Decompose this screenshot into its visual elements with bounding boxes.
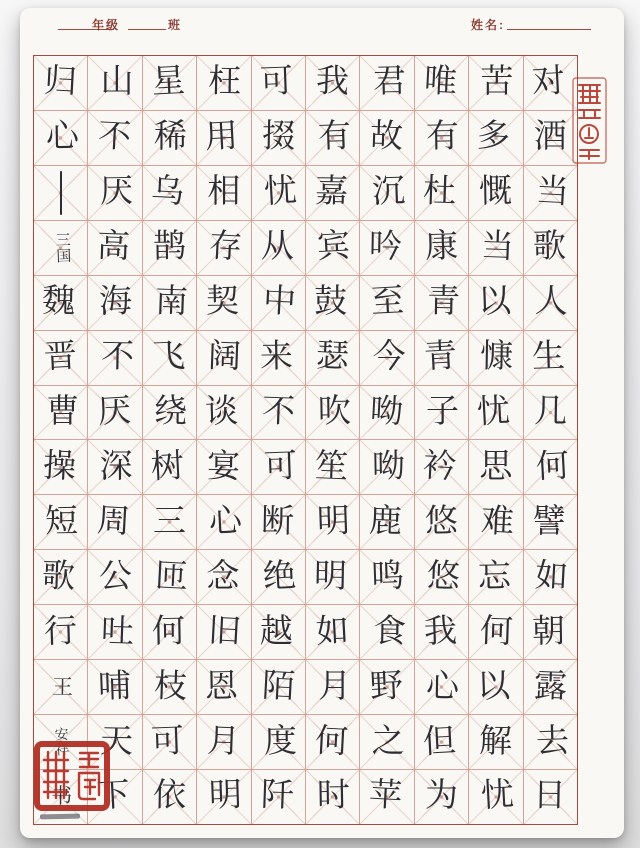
handwritten-character: 下: [95, 777, 131, 816]
class-label: 班: [168, 18, 183, 32]
grid-cell: [197, 439, 250, 494]
grid-cell: [360, 110, 413, 165]
handwritten-character: 食: [372, 613, 406, 650]
grid-cell: [34, 56, 87, 110]
grid-cell: [197, 494, 250, 549]
handwritten-character: 可: [150, 723, 185, 761]
handwritten-character: 鹊: [152, 228, 187, 266]
grid-cell: [360, 714, 413, 769]
handwritten-character: 三国: [53, 231, 71, 264]
grid-cell: [197, 714, 250, 769]
handwritten-character: 何: [151, 613, 186, 650]
grid-cell: [306, 604, 359, 659]
grid-cell: [306, 439, 359, 494]
handwritten-character: 我: [315, 63, 350, 102]
handwritten-character: 魏: [41, 283, 76, 321]
handwritten-character: 当: [480, 228, 516, 266]
grid-cell: [88, 549, 141, 604]
handwritten-character: 吹: [317, 393, 352, 431]
grid-cell: [469, 714, 522, 769]
handwritten-character: 唯: [423, 63, 458, 102]
long-dash-mark: [60, 171, 62, 215]
grid-cell: [143, 494, 196, 549]
handwritten-character: 念: [206, 558, 240, 595]
handwritten-character: 高: [95, 228, 131, 266]
handwritten-character: 为: [424, 778, 458, 815]
grid-cell: [306, 769, 359, 824]
grid-cell: [524, 494, 577, 549]
grid-cell: [306, 220, 359, 275]
handwritten-character: 露: [533, 668, 568, 706]
grid-cell: [306, 275, 359, 330]
handwritten-character: 日: [532, 778, 567, 815]
grid-cell: [143, 330, 196, 385]
handwritten-character: 多: [476, 118, 512, 157]
grid-cell: [360, 385, 413, 440]
handwritten-character: 但: [422, 722, 457, 761]
grid-cell: [34, 549, 87, 604]
signature-seal-icon: [33, 740, 111, 812]
handwritten-character: 可: [263, 448, 298, 486]
grid-cell: [143, 220, 196, 275]
grid-cell: [252, 549, 305, 604]
handwritten-character: 海: [97, 283, 133, 321]
grid-cell: [252, 494, 305, 549]
grid-cell: [469, 604, 522, 659]
grid-cell: [34, 439, 87, 494]
handwritten-character: 故: [368, 118, 404, 156]
handwritten-character: 乌: [150, 173, 185, 212]
grid-cell: [469, 494, 522, 549]
grid-cell: [34, 385, 87, 440]
grid-cell: [415, 330, 468, 385]
handwritten-character: 譬: [532, 503, 566, 540]
grid-cell: [360, 769, 413, 824]
handwritten-character: 之: [371, 723, 405, 760]
grid-cell: [524, 714, 577, 769]
handwritten-character: 心: [425, 668, 460, 705]
text-column-8: [142, 56, 196, 824]
grid-cell: [524, 549, 577, 604]
grid-cell: [469, 549, 522, 604]
grid-cell: [469, 439, 522, 494]
handwritten-character: 来: [259, 338, 294, 376]
handwritten-character: 相: [207, 174, 241, 211]
handwritten-character: 时: [316, 778, 351, 815]
grid-cell: [415, 769, 468, 824]
grid-cell: [252, 220, 305, 275]
handwritten-character: 至: [369, 283, 405, 321]
handwritten-character: 去: [535, 722, 570, 761]
handwritten-character: 青: [423, 338, 458, 376]
grid-cell: [143, 714, 196, 769]
grid-cell: [143, 659, 196, 714]
grade-label: 年级: [92, 18, 121, 32]
handwritten-character: 慷: [480, 338, 514, 376]
handwritten-character: 山: [100, 64, 134, 101]
grid-cell: [88, 439, 141, 494]
grid-cell: [415, 549, 468, 604]
grid-cell: [360, 220, 413, 275]
grid-cell: [306, 659, 359, 714]
grid-cell: [252, 714, 305, 769]
handwritten-character: 生: [531, 338, 566, 376]
grid-cell: [415, 494, 468, 549]
name-label: 姓名:: [471, 18, 505, 32]
handwritten-character: 呦: [368, 393, 404, 431]
grid-cell: [143, 549, 196, 604]
grid-cell: [415, 165, 468, 220]
grid-cell: [197, 604, 250, 659]
grid-cell: [34, 330, 87, 385]
handwritten-character: 苦: [480, 64, 514, 101]
grid-cell: [524, 110, 577, 165]
grid-cell: [524, 220, 577, 275]
handwritten-character: 王: [51, 674, 74, 699]
handwritten-character: 三: [152, 503, 186, 540]
handwritten-character: 有: [425, 119, 460, 156]
grid-cell: [469, 385, 522, 440]
grid-cell: [306, 165, 359, 220]
text-column-2: [468, 56, 522, 824]
handwritten-character: 深: [99, 448, 133, 485]
grid-cell: [469, 275, 522, 330]
handwritten-character: 公: [98, 558, 132, 596]
handwritten-character: 绕: [153, 393, 188, 431]
grid-cell: [197, 110, 250, 165]
handwritten-character: 何: [314, 722, 350, 761]
grid-cell: [143, 439, 196, 494]
grid-cell: [306, 714, 359, 769]
grid-cell: [524, 165, 577, 220]
handwritten-character: 稀: [153, 119, 187, 156]
handwritten-character: 如: [315, 612, 351, 651]
grid-cell: [415, 714, 468, 769]
handwritten-character: 子: [425, 393, 459, 430]
handwritten-character: 绝: [261, 557, 297, 596]
text-column-1: [523, 56, 577, 824]
handwritten-character: 枝: [153, 668, 188, 706]
handwritten-character: 不: [261, 393, 296, 431]
text-column-9: [87, 56, 141, 824]
handwritten-character: 从: [260, 229, 294, 266]
grid-cell: [197, 549, 250, 604]
handwritten-character: 忘: [478, 558, 512, 596]
grid-cell: [88, 659, 141, 714]
grid-cell: [88, 385, 141, 440]
grid-cell: [143, 385, 196, 440]
handwritten-character: 君: [372, 64, 406, 101]
grid-cell: [469, 165, 522, 220]
handwritten-character: 操: [42, 448, 78, 486]
grid-cell: [252, 604, 305, 659]
handwritten-character: 何: [479, 613, 515, 651]
grid-cell: [34, 220, 87, 275]
grid-cell: [415, 659, 468, 714]
handwritten-character: 归: [43, 63, 79, 102]
handwritten-character: 青: [426, 283, 461, 321]
grid-cell: [34, 275, 87, 330]
grid-cell: [252, 769, 305, 824]
handwritten-character: 可: [259, 63, 294, 102]
handwritten-character: 忧: [476, 393, 512, 431]
grid-cell: [252, 330, 305, 385]
handwritten-character: 飞: [151, 338, 186, 376]
grid-cell: [524, 56, 577, 110]
handwritten-character: 曹: [46, 393, 80, 430]
handwritten-character: 笙: [314, 448, 349, 486]
blank-line-name: [507, 29, 591, 30]
handwritten-character: 月: [318, 668, 352, 705]
grid-cell: [252, 110, 305, 165]
handwritten-character: 存: [208, 228, 244, 267]
grid-cell: [34, 165, 87, 220]
grid-cell: [415, 385, 468, 440]
grid-cell: [360, 56, 413, 110]
handwritten-character: 短: [44, 503, 79, 541]
grid-cell: [88, 604, 141, 659]
grid-cell: [415, 604, 468, 659]
grid-cell: [360, 275, 413, 330]
grid-cell: [524, 439, 577, 494]
handwritten-character: 何: [534, 447, 570, 486]
handwritten-character: 中: [261, 283, 297, 322]
handwritten-character: 瑟: [315, 338, 351, 376]
handwritten-character: 康: [424, 228, 459, 266]
handwritten-character: 心: [45, 119, 80, 156]
handwritten-character: 如: [533, 557, 569, 596]
handwritten-character: 不: [100, 338, 134, 376]
writing-grid: [33, 55, 578, 825]
handwritten-character: 呦: [371, 448, 405, 486]
red-seal-top-icon: [571, 76, 609, 166]
handwritten-character: 树: [150, 448, 185, 486]
handwritten-character: 鼓: [314, 284, 348, 321]
grid-cell: [197, 275, 250, 330]
handwritten-character: 谈: [204, 393, 239, 431]
handwritten-character: 度: [263, 723, 298, 760]
grid-cell: [34, 494, 87, 549]
grid-cell: [34, 604, 87, 659]
grid-cell: [88, 330, 141, 385]
grid-cell: [252, 275, 305, 330]
grid-cell: [88, 56, 141, 110]
grid-cell: [469, 56, 522, 110]
grid-cell: [524, 275, 577, 330]
grid-cell: [469, 769, 522, 824]
grid-cell: [88, 220, 141, 275]
handwritten-character: 歌: [532, 228, 567, 266]
handwritten-character: 明: [208, 777, 243, 815]
handwritten-character: 宾: [316, 228, 352, 267]
grid-cell: [143, 275, 196, 330]
grid-cell: [88, 275, 141, 330]
handwritten-character: 鹿: [367, 503, 403, 541]
handwritten-character: 人: [534, 283, 569, 321]
handwritten-character: 沉: [370, 173, 406, 211]
handwritten-character: 恩: [205, 668, 239, 705]
grid-cell: [415, 220, 468, 275]
handwritten-character: 苹: [367, 777, 403, 816]
grid-cell: [415, 439, 468, 494]
handwritten-character: 解: [479, 723, 513, 760]
grid-cell: [360, 604, 413, 659]
grid-cell: [415, 56, 468, 110]
calligraphy-sheet: [20, 8, 624, 838]
grid-cell: [306, 385, 359, 440]
grid-cell: [360, 439, 413, 494]
handwritten-character: 越: [259, 613, 293, 650]
handwritten-character: 天: [99, 723, 133, 760]
handwritten-character: 忧: [480, 777, 516, 816]
grid-cell: [197, 385, 250, 440]
grid-cell: [415, 110, 468, 165]
grid-cell: [524, 769, 577, 824]
handwritten-character: 哺: [96, 668, 132, 706]
handwritten-character: 厌: [96, 393, 132, 431]
handwritten-character: 行: [43, 613, 78, 651]
handwritten-character: 明: [316, 503, 351, 541]
handwritten-character: 月: [206, 722, 241, 761]
grid-cell: [143, 56, 196, 110]
handwritten-character: 吟: [368, 228, 402, 266]
grid-cell: [197, 769, 250, 824]
grid-cell: [306, 549, 359, 604]
grid-cell: [197, 330, 250, 385]
grid-cell: [469, 659, 522, 714]
grid-cell: [524, 604, 577, 659]
handwritten-character: 陌: [260, 667, 296, 706]
grid-cell: [306, 56, 359, 110]
grid-cell: [197, 56, 250, 110]
grid-cell: [88, 494, 141, 549]
grid-cell: [88, 110, 141, 165]
grid-cell: [306, 494, 359, 549]
grid-cell: [252, 56, 305, 110]
handwritten-character: 宴: [207, 448, 241, 486]
handwritten-character: 掇: [261, 119, 296, 156]
handwritten-character: 枉: [208, 64, 242, 101]
handwritten-character: 几: [533, 393, 568, 431]
grid-cell: [360, 659, 413, 714]
handwritten-character: 阔: [207, 338, 242, 376]
handwritten-character: 匝: [154, 558, 189, 596]
handwritten-character: 不: [96, 118, 132, 157]
handwritten-character: 断: [260, 503, 295, 541]
handwritten-character: 衿: [422, 447, 457, 486]
grid-cell: [360, 549, 413, 604]
handwritten-character: 忧: [262, 173, 298, 212]
grid-cell: [360, 494, 413, 549]
handwritten-character: 以: [477, 283, 512, 321]
handwritten-character: 心: [208, 502, 244, 541]
handwritten-character: 旧: [207, 612, 243, 651]
grid-cell: [252, 165, 305, 220]
handwritten-character: 当: [534, 173, 570, 212]
handwritten-character: 嘉: [314, 173, 349, 211]
handwritten-character: 阡: [260, 777, 295, 815]
handwritten-character: 厌: [99, 173, 133, 211]
text-column-10: [34, 56, 87, 824]
grid-cell: [524, 659, 577, 714]
grid-cell: [197, 220, 250, 275]
photo-artifact-mark: [40, 814, 80, 820]
handwritten-character: 难: [480, 503, 516, 541]
handwritten-character: 悠: [424, 503, 459, 541]
handwritten-character: 思: [479, 448, 513, 485]
text-column-5: [305, 56, 359, 824]
grid-cell: [143, 110, 196, 165]
handwritten-character: 依: [152, 778, 187, 815]
grid-cell: [252, 439, 305, 494]
grid-cell: [360, 330, 413, 385]
handwritten-character: 野: [368, 667, 404, 706]
grid-cell: [306, 110, 359, 165]
handwritten-character: 书: [51, 784, 73, 809]
handwritten-character: 安祥: [51, 726, 69, 758]
grid-cell: [34, 110, 87, 165]
grid-cell: [143, 769, 196, 824]
handwritten-character: 对: [530, 63, 566, 102]
grid-cell: [469, 330, 522, 385]
handwritten-character: 周: [95, 502, 131, 541]
grid-cell: [197, 165, 250, 220]
handwritten-character: 酒: [533, 119, 567, 156]
handwritten-character: 我: [423, 613, 458, 651]
text-column-4: [359, 56, 413, 824]
handwritten-character: 用: [204, 118, 240, 157]
text-column-6: [251, 56, 305, 824]
handwritten-character: 慨: [479, 174, 513, 211]
handwritten-character: 晋: [43, 338, 79, 376]
grid-cell: [252, 659, 305, 714]
grid-cell: [469, 220, 522, 275]
handwritten-character: 悠: [426, 558, 461, 596]
handwritten-character: 鸣: [369, 558, 405, 596]
handwritten-character: 有: [317, 118, 352, 156]
grid-cell: [252, 385, 305, 440]
handwritten-character: 星: [151, 63, 186, 102]
grid-cell: [143, 604, 196, 659]
grid-cell: [34, 659, 87, 714]
text-column-3: [414, 56, 468, 824]
grid-cell: [415, 275, 468, 330]
grid-cell: [306, 330, 359, 385]
grid-cell: [197, 659, 250, 714]
handwritten-character: 吐: [99, 613, 135, 651]
text-column-7: [196, 56, 250, 824]
grid-cell: [143, 165, 196, 220]
handwritten-character: 契: [206, 283, 240, 321]
handwritten-character: 杜: [422, 173, 457, 211]
grid-cell: [524, 330, 577, 385]
handwritten-character: 今: [372, 339, 406, 376]
grid-cell: [524, 385, 577, 440]
handwritten-character: 歌: [41, 558, 76, 596]
blank-line-grade: [128, 29, 166, 30]
handwritten-character: 朝: [531, 613, 566, 650]
grid-cell: [88, 165, 141, 220]
handwritten-character: 明: [313, 558, 348, 596]
handwritten-character: 南: [154, 283, 189, 321]
grid-cell: [360, 165, 413, 220]
grid-cell: [469, 110, 522, 165]
handwritten-character: 以: [476, 668, 511, 706]
